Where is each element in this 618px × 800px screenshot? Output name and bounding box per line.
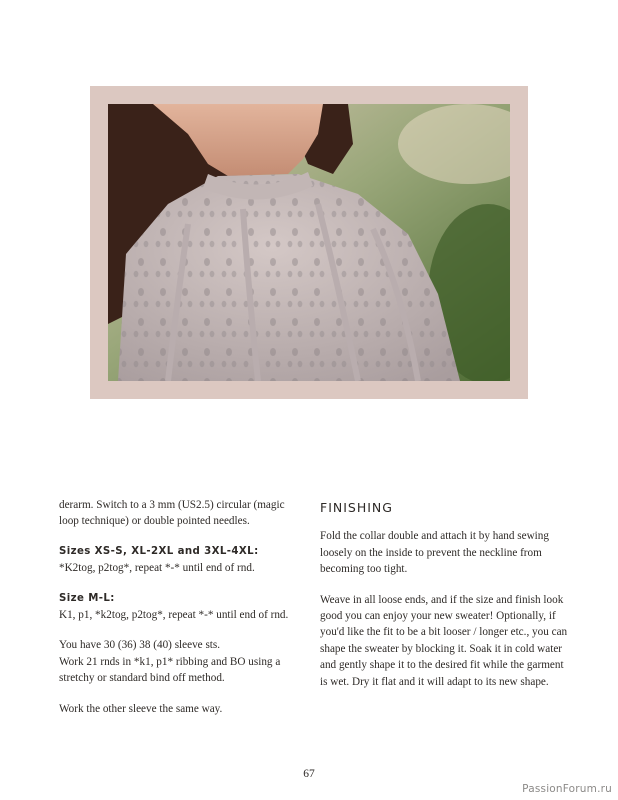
finishing-title: FINISHING xyxy=(320,500,393,515)
other-sleeve-text: Work the other sleeve the same way. xyxy=(59,702,223,715)
size-m-l-text: K1, p1, *k2tog, p2tog*, repeat *-* until end of rnd. xyxy=(59,609,289,622)
sweater-photo-illustration xyxy=(108,104,510,381)
ribbing-text: Work 21 rnds in *k1, p1* ribbing and BO using a stretchy or standard bind off method. xyxy=(59,655,281,685)
collar-text: Fold the collar double and attach it by hand sewing loosely on the inside to prevent the neckline from becoming too tight. xyxy=(320,530,549,576)
sweater-photo xyxy=(108,104,510,381)
left-column xyxy=(59,497,299,731)
photo-frame xyxy=(90,86,528,399)
watermark: PassionForum.ru xyxy=(522,783,612,795)
size-xs-s-text: *K2tog, p2tog*, repeat *-* until end of rnd. xyxy=(59,562,255,575)
page-number: 67 xyxy=(303,768,315,780)
right-column xyxy=(320,497,572,704)
weave-text: Weave in all loose ends, and if the size and finish look good you can enjoy your new sweater! Optionally, if you'd like the fit to be a bit looser / longer etc., you can shape the sweater by blocking it. Soak it in cold water and gently shape it to the desired fit while the garment is wet. Dry it flat and it will adapt to its new shape. xyxy=(320,593,568,688)
size-xs-s-heading: Sizes XS-S, XL-2XL and 3XL-4XL: xyxy=(59,545,259,557)
size-m-l-heading: Size M-L: xyxy=(59,592,115,604)
size-m-l-block xyxy=(59,591,299,624)
sleeve-count-text: You have 30 (36) 38 (40) sleeve sts. xyxy=(59,639,221,652)
sleeve-stitches-block xyxy=(59,637,299,686)
sleeve-intro-text: derarm. Switch to a 3 mm (US2.5) circular (magic loop technique) or double pointed needles. xyxy=(59,499,285,528)
size-xs-s-block xyxy=(59,544,299,577)
